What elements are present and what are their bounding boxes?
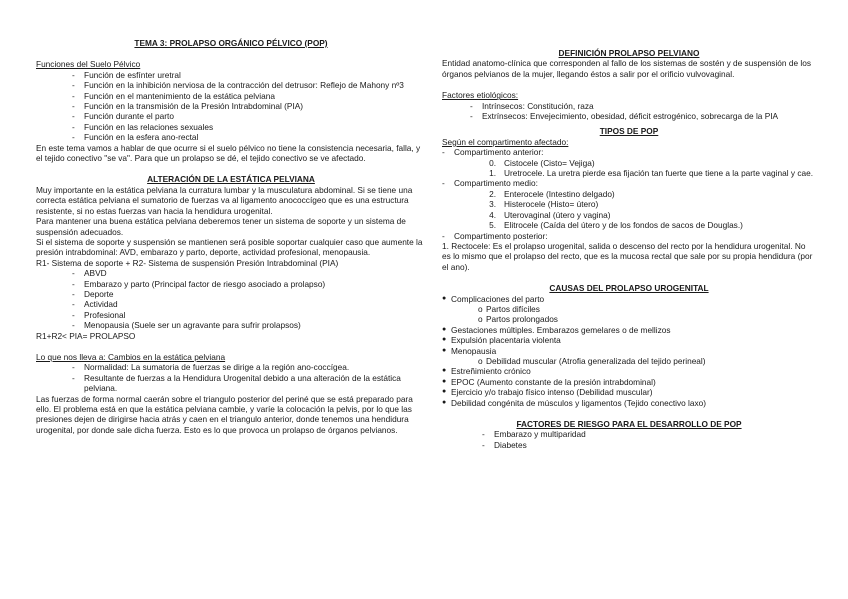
alteracion-title: ALTERACIÓN DE LA ESTÁTICA PELVIANA: [147, 174, 315, 185]
list-item: ● Menopausia: [442, 345, 497, 356]
list-item: - Función en las relaciones sexuales: [72, 121, 214, 132]
list-item: - Función durante el parto: [72, 111, 174, 122]
list-item: - Embarazo y parto (Principal factor de riesgo asociado a prolapso): [72, 278, 326, 289]
tipos-title: TIPOS DE POP: [599, 126, 659, 137]
list-item: - Diabetes: [482, 439, 527, 450]
list-item: o Debilidad muscular (Atrofia generalizada del tejido perineal): [478, 355, 706, 366]
cambios-heading: Lo que nos lleva a: Cambios en la estática pelviana: [36, 351, 226, 362]
posterior-heading: - Compartimento posterior:: [442, 230, 548, 241]
list-item: ● Gestaciones múltiples. Embarazos gemelares o de mellizos: [442, 324, 671, 335]
rectocele-paragraph: 1. Rectocele: Es el prolapso urogenital, salida o descenso del recto por la hendidura urogenital. No es lo mismo que el prolapso del recto, que es la mucosa rectal que sale por su propia hendidura (por el ano).: [442, 240, 813, 272]
right-column: [442, 48, 816, 450]
list-item: 5. Elitrocele (Caída del útero y de los fondos de sacos de Douglas.): [489, 220, 743, 231]
list-item: ● Complicaciones del parto: [442, 293, 545, 304]
list-item: - Extrínsecos: Envejecimiento, obesidad, déficit estrogénico, sobrecarga de la PIA: [470, 111, 779, 122]
list-item: 1. Uretrocele. La uretra pierde esa fijación tan fuerte que tiene a la parte vaginal y cae.: [489, 168, 814, 179]
list-item: - Resultante de fuerzas a la Hendidura Urogenital debido a una alteración de la estática pelviana.: [72, 372, 401, 394]
list-item: - Actividad: [72, 299, 118, 310]
definicion-paragraph: Entidad anatomo-clínica que corresponden al fallo de los sistemas de sostén y de suspensión de los órganos pelvianos de la mujer, llegando éstos a salir por el orificio vulvovaginal.: [442, 58, 811, 79]
alteracion-paragraph-3: Si el sistema de soporte y suspensión se mantienen será posible soportar cualquier caso que aumente la presión intrabdominal: AVD, embarazo y parto, deporte, actividad profesional, menopausia.: [36, 236, 423, 258]
list-item: - Función en la transmisión de la Presión Intrabdominal (PIA): [72, 101, 304, 112]
list-item: 4. Uterovaginal (útero y vagina): [489, 209, 611, 220]
list-item: ● EPOC (Aumento constante de la presión intrabdominal): [442, 376, 656, 387]
list-item: ● Debilidad congénita de músculos y ligamentos (Tejido conectivo laxo): [442, 397, 707, 408]
medio-heading: - Compartimento medio:: [442, 178, 538, 189]
funciones-heading: Funciones del Suelo Pélvico: [36, 59, 141, 70]
riesgo-title: FACTORES DE RIESGO PARA EL DESARROLLO DE POP: [516, 419, 742, 429]
segun-heading: Según el compartimento afectado:: [442, 136, 569, 147]
list-item: - Función en el mantenimiento de la estática pelviana: [72, 90, 275, 101]
funciones-paragraph: En este tema vamos a hablar de que ocurre si el suelo pélvico no tiene la consistencia necesaria, falla, y el tejido conectivo "se va". Para que un prolapso se dé, el tejido conectivo se ve afectado.: [36, 142, 421, 164]
definicion-title: DEFINICIÓN PROLAPSO PELVIANO: [558, 48, 700, 58]
list-item: - Función en la esfera ano-rectal: [72, 132, 199, 143]
list-item: - ABVD: [72, 268, 107, 279]
list-item: o Partos difíciles: [478, 303, 540, 314]
list-item: 3. Histerocele (Histo= útero): [489, 199, 599, 210]
list-item: - Normalidad: La sumatoria de fuerzas se dirige a la región ano-coccígea.: [72, 362, 350, 373]
final-paragraph: Las fuerzas de forma normal caerán sobre el triangulo posterior del periné que se está preparado para ello. El problema está en que la estática pelviana cambie, y varíe la colocación la pelvis, por lo que las presiones dejen de dirigirse hacia atrás y caen en el triangulo anterior, donde tenemos una hendidura urogenital, por donde sale dicha fuerza. Esto es lo que provoca un prolapso de órganos pelvianos.: [36, 393, 413, 435]
list-item: o Partos prolongados: [478, 314, 558, 325]
r1-r2-line: R1- Sistema de soporte + R2- Sistema de suspensión Presión Intrabdominal (PIA): [36, 257, 339, 268]
list-item: ● Estreñimiento crónico: [442, 366, 531, 377]
alteracion-paragraph-1: Muy importante en la estática pelviana la curratura lumbar y la musculatura abdominal. Si se tiene una correcta estática pelviana el sumatorio de fuerzas va al ligamento anococcígeo que es una estructura resistente, si no estas fuerzas van hacia la hendidura urogenital.: [36, 184, 413, 216]
list-item: ● Ejercicio y/o trabajo físico intenso (Debilidad muscular): [442, 387, 653, 398]
anterior-heading: - Compartimento anterior:: [442, 147, 544, 158]
list-item: - Profesional: [72, 309, 126, 320]
list-item: - Intrínsecos: Constitución, raza: [470, 100, 594, 111]
alteracion-paragraph-2: Para mantener una buena estática pelviana deberemos tener un sistema de soporte y un sistema de suspensión adecuados.: [36, 216, 406, 237]
etiologicos-heading: Factores etiológicos:: [442, 90, 519, 101]
list-item: 0. Cistocele (Cisto= Vejiga): [489, 157, 595, 168]
list-item: - Función en la inhibición nerviosa de la contracción del detrusor: Reflejo de Mahony nº3: [72, 80, 404, 91]
list-item: - Función de esfínter uretral: [72, 69, 181, 80]
list-item: ● Expulsión placentaria violenta: [442, 335, 561, 346]
causas-title: CAUSAS DEL PROLAPSO UROGENITAL: [549, 283, 709, 294]
list-item: 2. Enterocele (Intestino delgado): [489, 188, 615, 199]
list-item: - Menopausia (Suele ser un agravante para sufrir prolapsos): [72, 320, 301, 331]
list-item: - Embarazo y multiparidad: [482, 429, 586, 440]
left-column: [36, 38, 426, 435]
list-item: - Deporte: [72, 288, 114, 299]
r1-r2-pia-line: R1+R2< PIA= PROLAPSO: [36, 330, 136, 341]
page-title: TEMA 3: PROLAPSO ORGÁNICO PÉLVICO (POP): [134, 38, 328, 48]
